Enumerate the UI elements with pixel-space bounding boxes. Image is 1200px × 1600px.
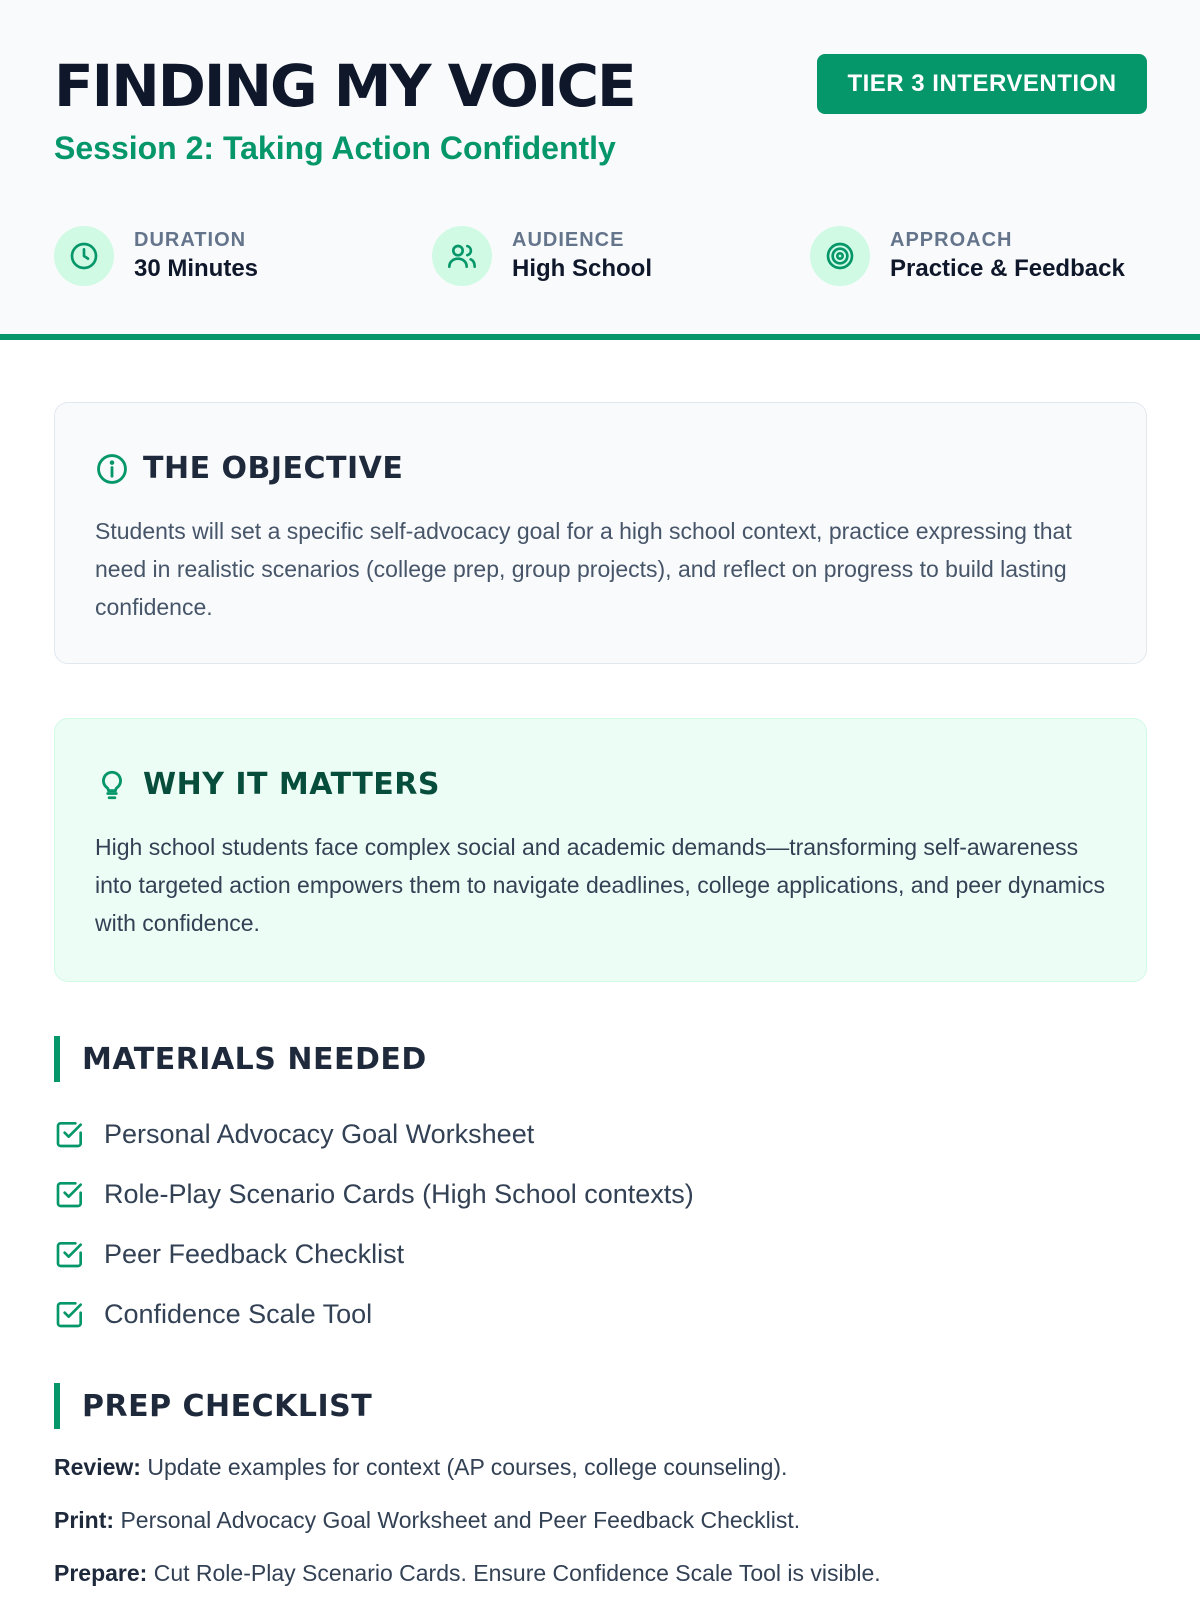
list-item	[54, 1224, 694, 1284]
info-icon	[95, 452, 129, 486]
meta-value: 30 Minutes	[134, 255, 259, 282]
target-icon	[810, 226, 870, 286]
prep-item-prepare	[54, 1558, 881, 1600]
materials-list	[54, 1104, 694, 1344]
prep-item-print	[54, 1505, 881, 1558]
objective-text: Students will set a specific self-advocacy goal for a high school context, practice expressing that need in realistic scenarios (college prep, group projects), and reflect on progress to build lasting confidence.	[95, 518, 1072, 620]
material-label: Confidence Scale Tool	[104, 1298, 373, 1329]
objective-card	[54, 402, 1147, 664]
checkbox-icon	[54, 1178, 86, 1210]
prep-item-label: Prepare:	[54, 1560, 148, 1586]
list-item	[54, 1164, 694, 1224]
prep-item-label: Print:	[54, 1507, 115, 1533]
materials-title: MATERIALS NEEDED	[82, 1041, 427, 1077]
prep-item-review	[54, 1452, 881, 1505]
prep-item-label: Review:	[54, 1454, 141, 1480]
prep-heading	[54, 1383, 372, 1429]
prep-item-text: Cut Role-Play Scenario Cards. Ensure Confidence Scale Tool is visible.	[153, 1560, 881, 1586]
tier-badge: TIER 3 INTERVENTION	[817, 54, 1147, 114]
why-heading	[95, 767, 1106, 802]
page-title: FINDING MY VOICE	[54, 52, 635, 120]
meta-approach	[810, 226, 1125, 286]
meta-value: Practice & Feedback	[890, 255, 1125, 282]
why-card	[54, 718, 1147, 982]
meta-label: AUDIENCE	[512, 229, 625, 251]
lightbulb-icon	[95, 768, 129, 802]
checkbox-icon	[54, 1238, 86, 1270]
header	[0, 0, 1200, 340]
materials-heading	[54, 1036, 427, 1082]
prep-checklist	[54, 1452, 881, 1600]
meta-value: High School	[512, 255, 652, 282]
material-label: Peer Feedback Checklist	[104, 1238, 405, 1269]
list-item	[54, 1104, 694, 1164]
prep-item-text: Update examples for context (AP courses, college counseling).	[147, 1454, 788, 1480]
meta-duration	[54, 226, 258, 286]
users-icon	[432, 226, 492, 286]
objective-title: THE OBJECTIVE	[143, 451, 404, 486]
checkbox-icon	[54, 1118, 86, 1150]
why-title: WHY IT MATTERS	[143, 767, 440, 802]
list-item	[54, 1284, 694, 1344]
checkbox-icon	[54, 1298, 86, 1330]
prep-item-text: Personal Advocacy Goal Worksheet and Peer Feedback Checklist.	[120, 1507, 801, 1533]
clock-icon	[54, 226, 114, 286]
meta-label: DURATION	[134, 229, 247, 251]
material-label: Role-Play Scenario Cards (High School contexts)	[104, 1178, 694, 1209]
material-label: Personal Advocacy Goal Worksheet	[104, 1118, 535, 1149]
objective-heading	[95, 451, 1106, 486]
meta-label: APPROACH	[890, 229, 1013, 251]
prep-title: PREP CHECKLIST	[82, 1388, 373, 1424]
meta-audience	[432, 226, 652, 286]
why-text: High school students face complex social and academic demands—transforming self-awareness into targeted action empowers them to navigate deadlines, college applications, and peer dynamics with confidence.	[95, 834, 1106, 936]
session-subtitle: Session 2: Taking Action Confidently	[54, 130, 616, 166]
